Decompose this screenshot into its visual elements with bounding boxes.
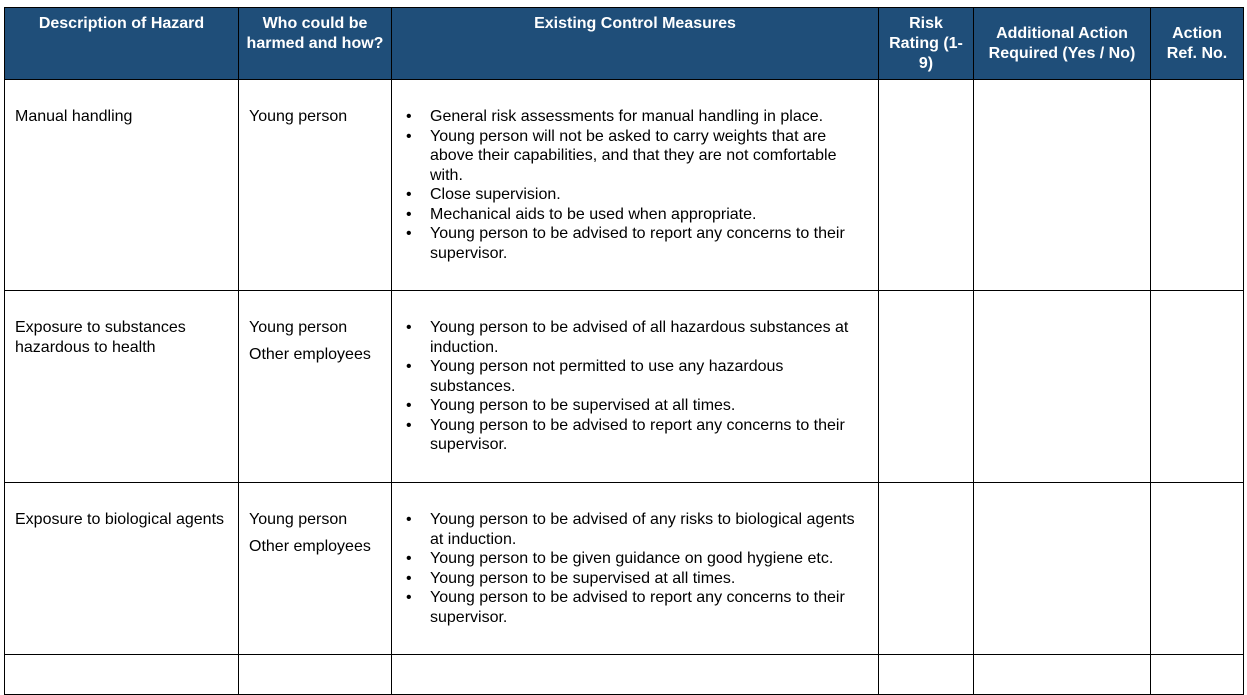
hazard-cell: Manual handling xyxy=(5,80,239,291)
hazard-cell: Exposure to biological agents xyxy=(5,483,239,655)
who-item: Young person xyxy=(249,108,348,125)
header-risk-rating: Risk Rating (1-9) xyxy=(879,8,974,80)
risk-rating-cell[interactable] xyxy=(879,291,974,483)
measures-cell xyxy=(392,655,879,695)
risk-rating-cell[interactable] xyxy=(879,80,974,291)
header-action-ref: Action Ref. No. xyxy=(1151,8,1244,80)
who-cell xyxy=(239,291,392,483)
measure-item: • Mechanical aids to be used when appropriate. xyxy=(430,205,870,225)
who-cell xyxy=(239,80,392,291)
measure-item: • Young person to be supervised at all times. xyxy=(430,396,870,416)
additional-action-cell[interactable] xyxy=(974,655,1151,695)
who-item: Other employees xyxy=(249,345,371,363)
header-hazard: Description of Hazard xyxy=(5,8,239,80)
measures-cell xyxy=(392,291,879,483)
measure-item: • Young person to be advised of any risks to biological agents at induction. xyxy=(430,510,870,549)
measure-item: • Young person will not be asked to carry weights that are above their capabilities, and that they are not comfortable with. xyxy=(430,127,870,186)
hazard-cell: Exposure to substances hazardous to health xyxy=(5,291,239,483)
measure-item: • Young person to be supervised at all times. xyxy=(430,569,870,589)
who-item: Other employees xyxy=(249,537,371,555)
risk-rating-cell[interactable] xyxy=(879,655,974,695)
measures-list xyxy=(406,318,870,455)
header-row xyxy=(5,8,1244,80)
measure-item: • General risk assessments for manual handling in place. xyxy=(430,107,870,127)
action-ref-cell[interactable] xyxy=(1151,291,1244,483)
risk-rating-cell[interactable] xyxy=(879,483,974,655)
measures-cell xyxy=(392,483,879,655)
table-row xyxy=(5,655,1244,695)
table-row xyxy=(5,291,1244,483)
measure-item: • Young person to be given guidance on good hygiene etc. xyxy=(430,549,870,569)
measures-cell xyxy=(392,80,879,291)
action-ref-cell[interactable] xyxy=(1151,80,1244,291)
action-ref-cell[interactable] xyxy=(1151,655,1244,695)
who-item: Young person xyxy=(249,511,348,528)
table-row xyxy=(5,483,1244,655)
additional-action-cell[interactable] xyxy=(974,80,1151,291)
measure-item: • Close supervision. xyxy=(430,185,870,205)
measure-item: • Young person to be advised to report any concerns to their supervisor. xyxy=(430,416,870,455)
who-cell xyxy=(239,655,392,695)
header-measures: Existing Control Measures xyxy=(392,8,879,80)
header-who: Who could be harmed and how? xyxy=(239,8,392,80)
measures-list xyxy=(406,107,870,263)
additional-action-cell[interactable] xyxy=(974,483,1151,655)
measure-item: • Young person to be advised to report any concerns to their supervisor. xyxy=(430,224,870,263)
hazard-cell xyxy=(5,655,239,695)
who-item: Young person xyxy=(249,319,348,336)
measure-item: • Young person not permitted to use any hazardous substances. xyxy=(430,357,870,396)
risk-assessment-table xyxy=(4,7,1244,695)
table-row xyxy=(5,80,1244,291)
who-cell xyxy=(239,483,392,655)
additional-action-cell[interactable] xyxy=(974,291,1151,483)
measure-item: • Young person to be advised to report any concerns to their supervisor. xyxy=(430,588,870,627)
header-additional-action: Additional Action Required (Yes / No) xyxy=(974,8,1151,80)
measure-item: • Young person to be advised of all hazardous substances at induction. xyxy=(430,318,870,357)
action-ref-cell[interactable] xyxy=(1151,483,1244,655)
measures-list xyxy=(406,510,870,627)
